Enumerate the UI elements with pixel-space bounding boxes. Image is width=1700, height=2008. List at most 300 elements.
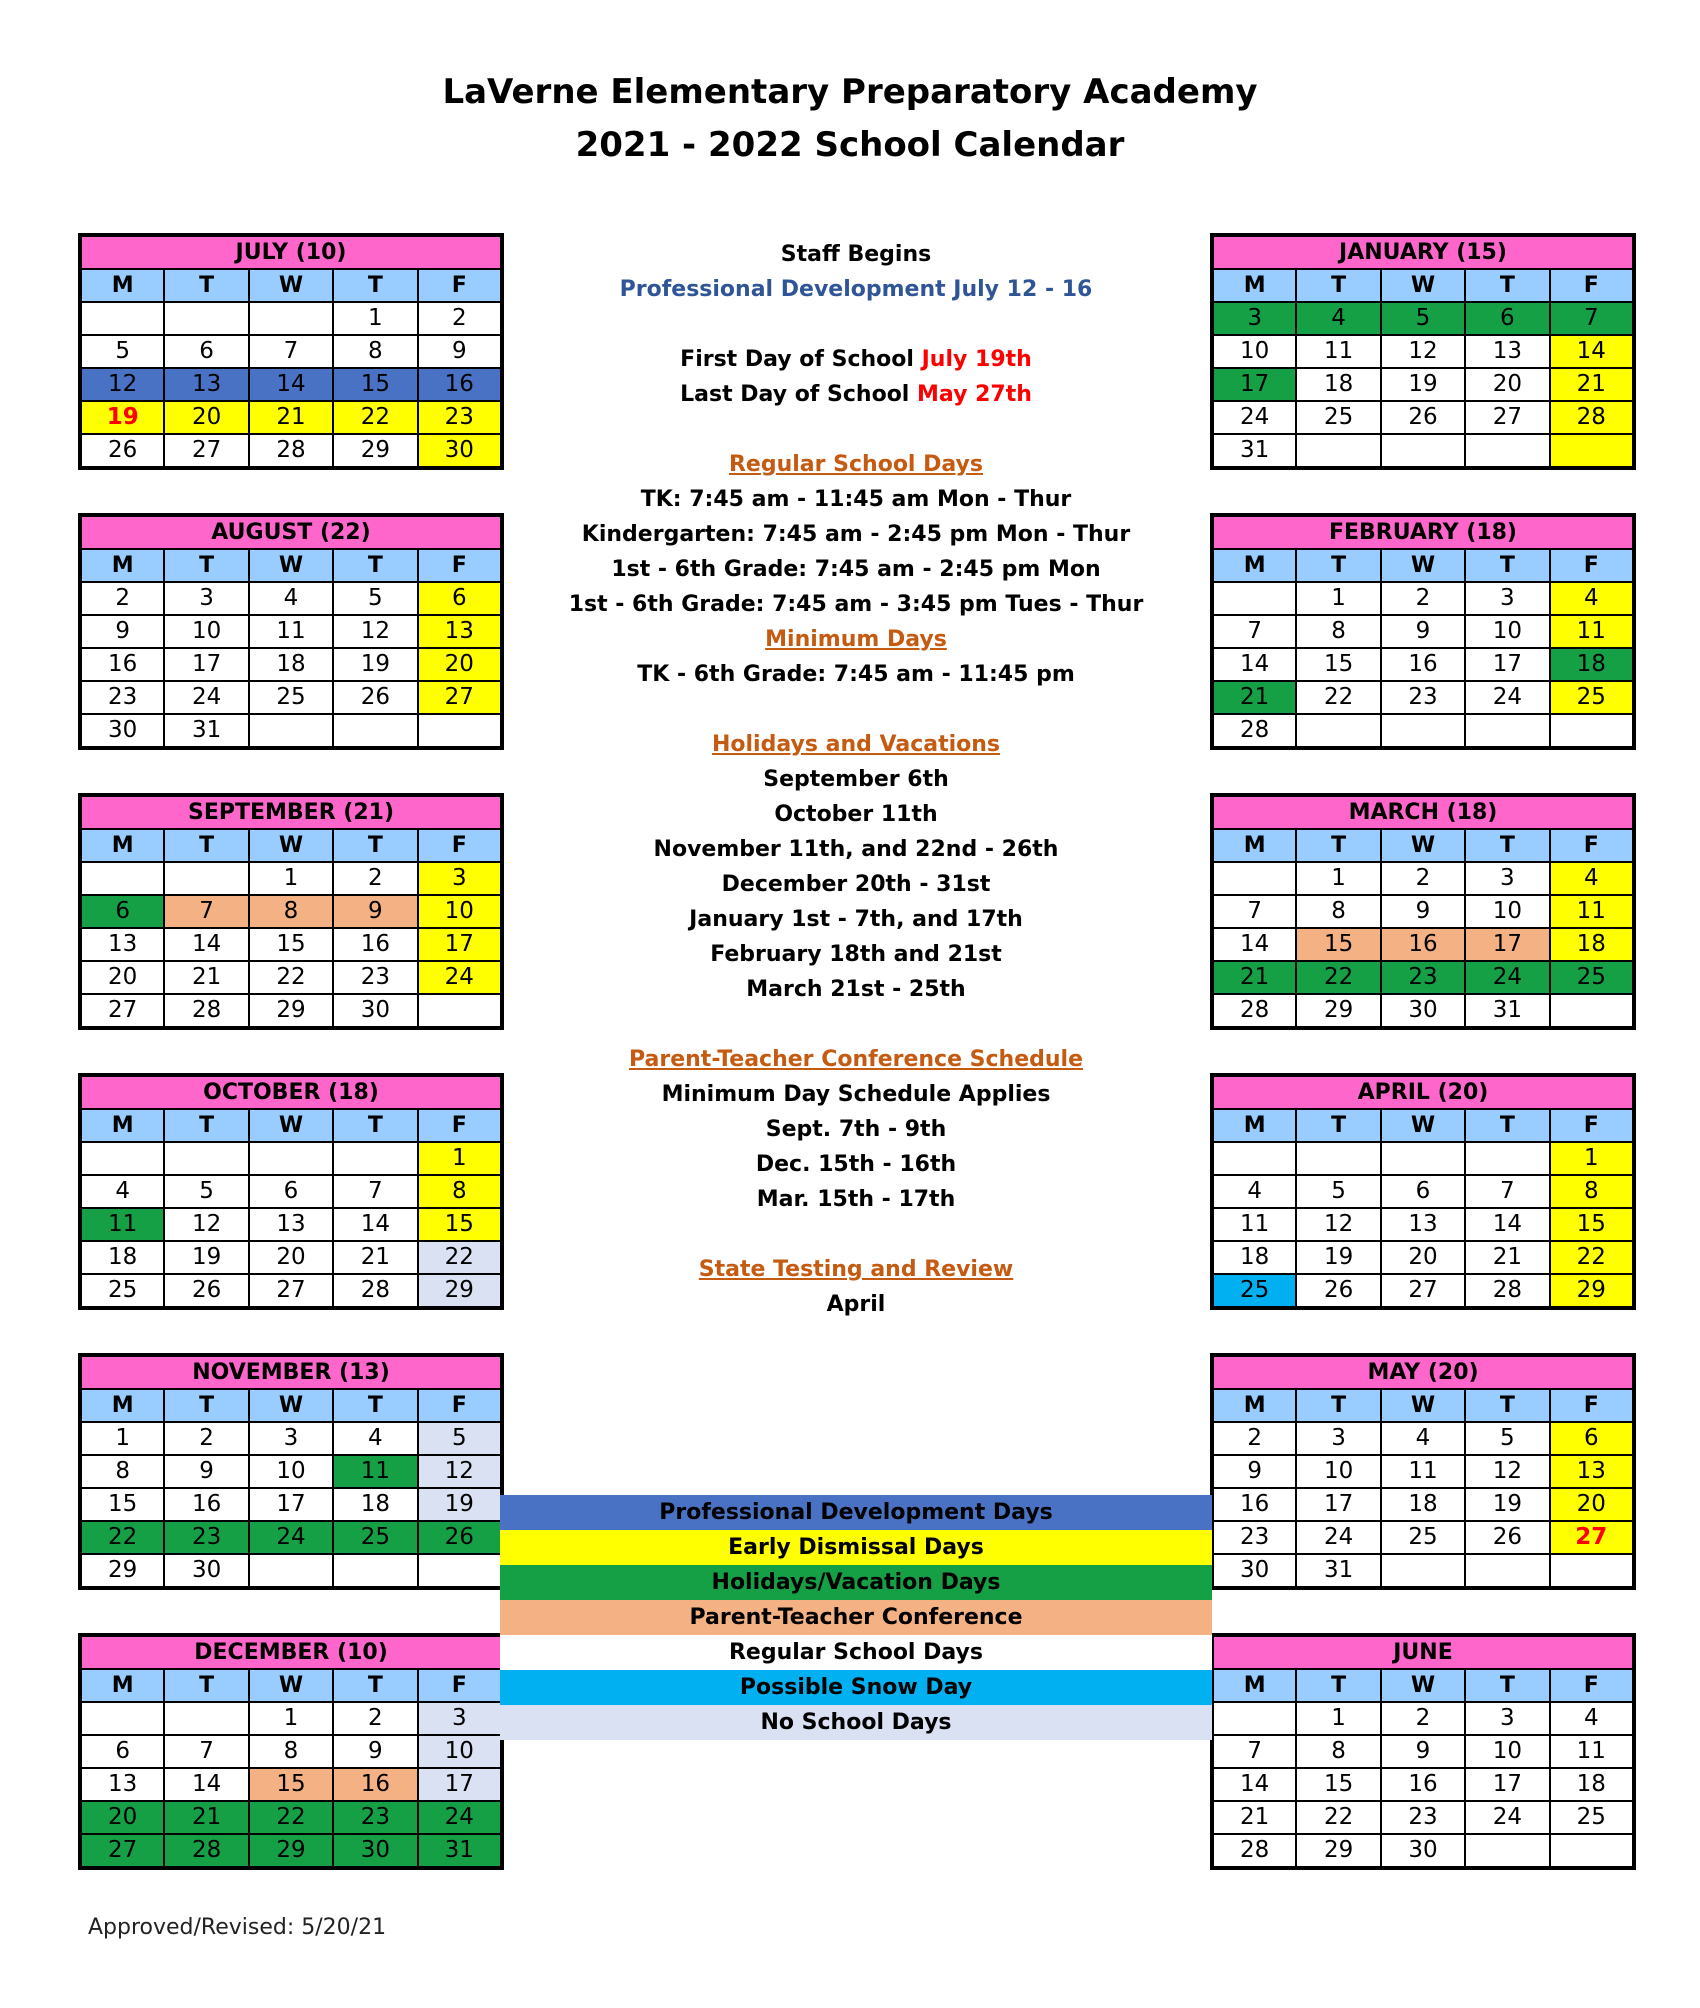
day-cell [1212,862,1296,895]
day-cell: 14 [164,928,248,961]
day-cell: 29 [333,434,417,468]
weekday-header: M [1212,1109,1296,1142]
day-cell [1381,714,1465,748]
weekday-header: T [1296,269,1380,302]
day-cell [1465,1834,1549,1868]
day-cell: 17 [418,1768,502,1801]
day-cell: 3 [249,1422,333,1455]
day-cell: 23 [80,681,164,714]
day-cell: 24 [1465,681,1549,714]
weekday-header: M [80,549,164,582]
day-cell: 8 [80,1455,164,1488]
day-cell [418,1554,502,1588]
weekday-header: T [333,269,417,302]
weekday-header: W [1381,549,1465,582]
day-cell: 14 [1465,1208,1549,1241]
day-cell: 18 [1550,928,1634,961]
day-cell: 8 [249,1735,333,1768]
day-cell: 22 [249,961,333,994]
professional-development-dates: Professional Development July 12 - 16 [619,277,1093,302]
month-name: FEBRUARY (18) [1212,515,1634,549]
weekday-header: W [249,269,333,302]
staff-begins: Staff Begins [780,242,932,267]
day-cell: 12 [80,368,164,401]
day-cell: 18 [1550,1768,1634,1801]
day-cell: 10 [418,1735,502,1768]
month-calendar [1210,1633,1636,1870]
weekday-header: M [80,829,164,862]
day-cell: 11 [1550,895,1634,928]
day-cell: 15 [1296,648,1380,681]
day-cell: 16 [1381,648,1465,681]
day-cell: 6 [1550,1422,1634,1455]
day-cell [249,714,333,748]
month-calendar [1210,233,1636,470]
weekday-header: T [164,829,248,862]
day-cell: 21 [1465,1241,1549,1274]
day-cell: 11 [1212,1208,1296,1241]
day-cell: 6 [164,335,248,368]
day-cell [1465,434,1549,468]
weekday-header: T [164,269,248,302]
day-cell: 12 [418,1455,502,1488]
day-cell: 17 [1212,368,1296,401]
month-name: APRIL (20) [1212,1075,1634,1109]
day-cell: 4 [249,582,333,615]
day-cell: 9 [333,1735,417,1768]
day-cell: 11 [80,1208,164,1241]
weekday-header: T [164,549,248,582]
day-cell: 15 [1550,1208,1634,1241]
weekday-header: T [1296,1109,1380,1142]
day-cell [1212,1142,1296,1175]
regular-days-header: Regular School Days [728,452,983,477]
day-cell: 18 [1212,1241,1296,1274]
day-cell: 25 [1550,681,1634,714]
weekday-header: T [1465,1669,1549,1702]
regular-line: 1st - 6th Grade: 7:45 am - 3:45 pm Tues - Thur [568,592,1144,617]
day-cell: 14 [1212,928,1296,961]
day-cell: 30 [333,994,417,1028]
weekday-header: T [1465,269,1549,302]
day-cell: 11 [1381,1455,1465,1488]
day-cell: 14 [1212,1768,1296,1801]
day-cell: 12 [1296,1208,1380,1241]
month-name: JULY (10) [80,235,502,269]
day-cell [249,302,333,335]
day-cell: 12 [1381,335,1465,368]
day-cell: 4 [80,1175,164,1208]
day-cell: 19 [80,401,164,434]
day-cell: 22 [1296,1801,1380,1834]
day-cell: 13 [418,615,502,648]
ptc-line: Minimum Day Schedule Applies [661,1082,1051,1107]
day-cell: 8 [1296,1735,1380,1768]
day-cell: 29 [80,1554,164,1588]
day-cell [1550,714,1634,748]
day-cell: 22 [1296,961,1380,994]
day-cell: 26 [1296,1274,1380,1308]
day-cell: 3 [1465,862,1549,895]
day-cell: 25 [1381,1521,1465,1554]
day-cell [249,1142,333,1175]
weekday-header: F [1550,1109,1634,1142]
calendar-title-year: 2021 - 2022 School Calendar [575,125,1125,165]
day-cell [1550,1834,1634,1868]
day-cell: 9 [418,335,502,368]
month-calendar [78,793,504,1030]
month-name: JANUARY (15) [1212,235,1634,269]
weekday-header: T [1465,1109,1549,1142]
day-cell: 9 [1212,1455,1296,1488]
weekday-header: M [1212,1389,1296,1422]
day-cell: 30 [333,1834,417,1868]
day-cell: 27 [418,681,502,714]
day-cell: 26 [418,1521,502,1554]
month-calendar [78,1073,504,1310]
month-name: MARCH (18) [1212,795,1634,829]
day-cell: 7 [1212,1735,1296,1768]
month-calendar [1210,1353,1636,1590]
day-cell: 31 [164,714,248,748]
day-cell: 29 [1296,1834,1380,1868]
day-cell: 22 [249,1801,333,1834]
day-cell: 26 [1381,401,1465,434]
day-cell: 24 [418,1801,502,1834]
month-name: JUNE [1212,1635,1634,1669]
weekday-header: W [249,549,333,582]
weekday-header: W [249,1669,333,1702]
day-cell: 27 [80,1834,164,1868]
day-cell: 22 [1296,681,1380,714]
day-cell: 24 [1465,1801,1549,1834]
day-cell: 23 [1381,681,1465,714]
day-cell [80,1142,164,1175]
weekday-header: T [1296,549,1380,582]
day-cell: 30 [418,434,502,468]
day-cell: 23 [1381,961,1465,994]
weekday-header: W [1381,829,1465,862]
day-cell: 1 [418,1142,502,1175]
day-cell: 1 [1550,1142,1634,1175]
day-cell: 8 [418,1175,502,1208]
day-cell: 15 [1296,928,1380,961]
last-day-date: May 27th [917,382,1032,407]
day-cell: 25 [249,681,333,714]
day-cell: 29 [418,1274,502,1308]
info-panel [500,237,1212,1322]
day-cell: 10 [418,895,502,928]
legend-snow-day: Possible Snow Day [500,1670,1212,1705]
day-cell: 10 [1465,615,1549,648]
day-cell: 17 [164,648,248,681]
legend-early-dismissal: Early Dismissal Days [500,1530,1212,1565]
day-cell [333,1554,417,1588]
day-cell: 24 [418,961,502,994]
month-calendar [1210,1073,1636,1310]
ptc-header: Parent-Teacher Conference Schedule [628,1047,1084,1072]
day-cell: 27 [1550,1521,1634,1554]
legend-professional-development: Professional Development Days [500,1495,1212,1530]
weekday-header: T [1296,1669,1380,1702]
day-cell: 18 [80,1241,164,1274]
weekday-header: T [1465,549,1549,582]
day-cell: 10 [1465,895,1549,928]
day-cell: 8 [333,335,417,368]
day-cell: 26 [80,434,164,468]
day-cell: 3 [164,582,248,615]
day-cell: 2 [1381,582,1465,615]
day-cell: 31 [1296,1554,1380,1588]
minimum-days-header: Minimum Days [765,627,947,652]
day-cell: 23 [1212,1521,1296,1554]
weekday-header: W [1381,1389,1465,1422]
day-cell [1296,714,1380,748]
day-cell: 2 [333,1702,417,1735]
day-cell: 13 [249,1208,333,1241]
day-cell: 16 [333,928,417,961]
weekday-header: T [1296,829,1380,862]
day-cell: 15 [249,1768,333,1801]
day-cell: 11 [333,1455,417,1488]
day-cell: 1 [1296,582,1380,615]
day-cell: 16 [80,648,164,681]
day-cell: 21 [164,1801,248,1834]
weekday-header: F [1550,829,1634,862]
day-cell: 1 [1296,862,1380,895]
weekday-header: M [1212,269,1296,302]
day-cell: 31 [1212,434,1296,468]
day-cell: 9 [1381,615,1465,648]
holiday-line: January 1st - 7th, and 17th [689,907,1023,932]
day-cell: 30 [1212,1554,1296,1588]
day-cell: 15 [80,1488,164,1521]
day-cell: 30 [80,714,164,748]
weekday-header: W [1381,269,1465,302]
day-cell: 17 [418,928,502,961]
day-cell: 7 [1212,615,1296,648]
month-calendar [1210,793,1636,1030]
day-cell: 11 [1550,1735,1634,1768]
day-cell [80,302,164,335]
day-cell: 6 [80,895,164,928]
day-cell: 23 [164,1521,248,1554]
day-cell [1296,1142,1380,1175]
weekday-header: W [249,829,333,862]
day-cell: 3 [1465,582,1549,615]
weekday-header: F [418,1389,502,1422]
month-name: OCTOBER (18) [80,1075,502,1109]
day-cell: 16 [333,1768,417,1801]
day-cell: 2 [1381,1702,1465,1735]
day-cell: 3 [1296,1422,1380,1455]
day-cell: 21 [1550,368,1634,401]
day-cell: 31 [418,1834,502,1868]
day-cell: 18 [1550,648,1634,681]
day-cell [1212,1702,1296,1735]
day-cell: 10 [1465,1735,1549,1768]
day-cell: 19 [418,1488,502,1521]
holiday-line: November 11th, and 22nd - 26th [653,837,1059,862]
day-cell: 15 [418,1208,502,1241]
day-cell: 2 [1381,862,1465,895]
day-cell: 24 [249,1521,333,1554]
day-cell [1465,714,1549,748]
day-cell: 25 [1550,1801,1634,1834]
day-cell: 23 [1381,1801,1465,1834]
first-day-date: July 19th [921,347,1032,372]
day-cell: 24 [1212,401,1296,434]
day-cell: 27 [1465,401,1549,434]
day-cell: 6 [80,1735,164,1768]
day-cell: 12 [164,1208,248,1241]
weekday-header: M [80,1109,164,1142]
testing-line: April [826,1292,886,1317]
weekday-header: M [80,1389,164,1422]
day-cell: 13 [80,928,164,961]
legend-no-school: No School Days [500,1705,1212,1740]
day-cell [418,714,502,748]
day-cell: 17 [249,1488,333,1521]
weekday-header: F [418,269,502,302]
day-cell: 17 [1296,1488,1380,1521]
day-cell: 5 [1465,1422,1549,1455]
day-cell: 16 [1381,1768,1465,1801]
day-cell: 9 [80,615,164,648]
legend-parent-teacher: Parent-Teacher Conference [500,1600,1212,1635]
day-cell: 8 [1296,895,1380,928]
day-cell: 16 [1381,928,1465,961]
day-cell: 1 [249,1702,333,1735]
day-cell: 6 [249,1175,333,1208]
day-cell: 14 [1212,648,1296,681]
day-cell: 25 [80,1274,164,1308]
day-cell: 22 [80,1521,164,1554]
day-cell: 4 [1381,1422,1465,1455]
day-cell: 21 [1212,681,1296,714]
day-cell: 18 [249,648,333,681]
day-cell: 5 [80,335,164,368]
day-cell: 7 [164,1735,248,1768]
day-cell: 6 [418,582,502,615]
day-cell: 28 [164,994,248,1028]
day-cell: 9 [1381,1735,1465,1768]
month-calendar [78,233,504,470]
day-cell: 9 [1381,895,1465,928]
ptc-line: Sept. 7th - 9th [765,1117,947,1142]
day-cell: 5 [418,1422,502,1455]
day-cell: 2 [164,1422,248,1455]
day-cell: 1 [80,1422,164,1455]
day-cell [333,1142,417,1175]
day-cell: 10 [1296,1455,1380,1488]
day-cell: 10 [249,1455,333,1488]
day-cell: 21 [164,961,248,994]
day-cell: 27 [1381,1274,1465,1308]
day-cell: 18 [1296,368,1380,401]
day-cell: 1 [333,302,417,335]
day-cell: 2 [80,582,164,615]
day-cell: 13 [1550,1455,1634,1488]
day-cell: 29 [1550,1274,1634,1308]
weekday-header: T [164,1669,248,1702]
day-cell: 19 [164,1241,248,1274]
day-cell: 7 [1550,302,1634,335]
day-cell: 23 [333,961,417,994]
day-cell: 24 [1296,1521,1380,1554]
weekday-header: M [1212,549,1296,582]
day-cell: 1 [249,862,333,895]
weekday-header: T [333,549,417,582]
day-cell: 8 [1550,1175,1634,1208]
day-cell: 17 [1465,648,1549,681]
day-cell: 27 [164,434,248,468]
holiday-line: December 20th - 31st [721,872,991,897]
color-legend [500,1495,1212,1740]
day-cell [80,1702,164,1735]
day-cell [1465,1142,1549,1175]
day-cell: 25 [1212,1274,1296,1308]
day-cell: 28 [1465,1274,1549,1308]
last-day-line [500,377,1212,412]
weekday-header: F [418,549,502,582]
day-cell: 18 [333,1488,417,1521]
day-cell: 5 [333,582,417,615]
day-cell: 30 [164,1554,248,1588]
day-cell: 4 [1550,862,1634,895]
day-cell: 20 [1465,368,1549,401]
day-cell: 18 [1381,1488,1465,1521]
day-cell: 2 [418,302,502,335]
day-cell: 11 [249,615,333,648]
day-cell: 30 [1381,1834,1465,1868]
day-cell: 25 [333,1521,417,1554]
day-cell: 21 [249,401,333,434]
day-cell [164,1702,248,1735]
month-calendar [1210,513,1636,750]
day-cell: 12 [1465,1455,1549,1488]
weekday-header: F [1550,549,1634,582]
day-cell: 17 [1465,1768,1549,1801]
day-cell: 6 [1381,1175,1465,1208]
day-cell [249,1554,333,1588]
weekday-header: F [1550,269,1634,302]
day-cell: 14 [1550,335,1634,368]
weekday-header: T [333,1109,417,1142]
day-cell [333,714,417,748]
day-cell: 30 [1381,994,1465,1028]
day-cell: 31 [1465,994,1549,1028]
day-cell: 5 [164,1175,248,1208]
day-cell: 7 [249,335,333,368]
month-calendar [78,513,504,750]
day-cell [418,994,502,1028]
regular-line: Kindergarten: 7:45 am - 2:45 pm Mon - Thur [581,522,1131,547]
weekday-header: M [80,1669,164,1702]
day-cell: 22 [333,401,417,434]
day-cell [1550,434,1634,468]
weekday-header: T [164,1389,248,1422]
weekday-header: W [249,1389,333,1422]
weekday-header: M [80,269,164,302]
day-cell: 9 [164,1455,248,1488]
day-cell: 23 [418,401,502,434]
day-cell: 28 [164,1834,248,1868]
weekday-header: F [418,1109,502,1142]
first-day-line [500,342,1212,377]
day-cell: 19 [1465,1488,1549,1521]
last-day-label: Last Day of School [680,382,918,407]
